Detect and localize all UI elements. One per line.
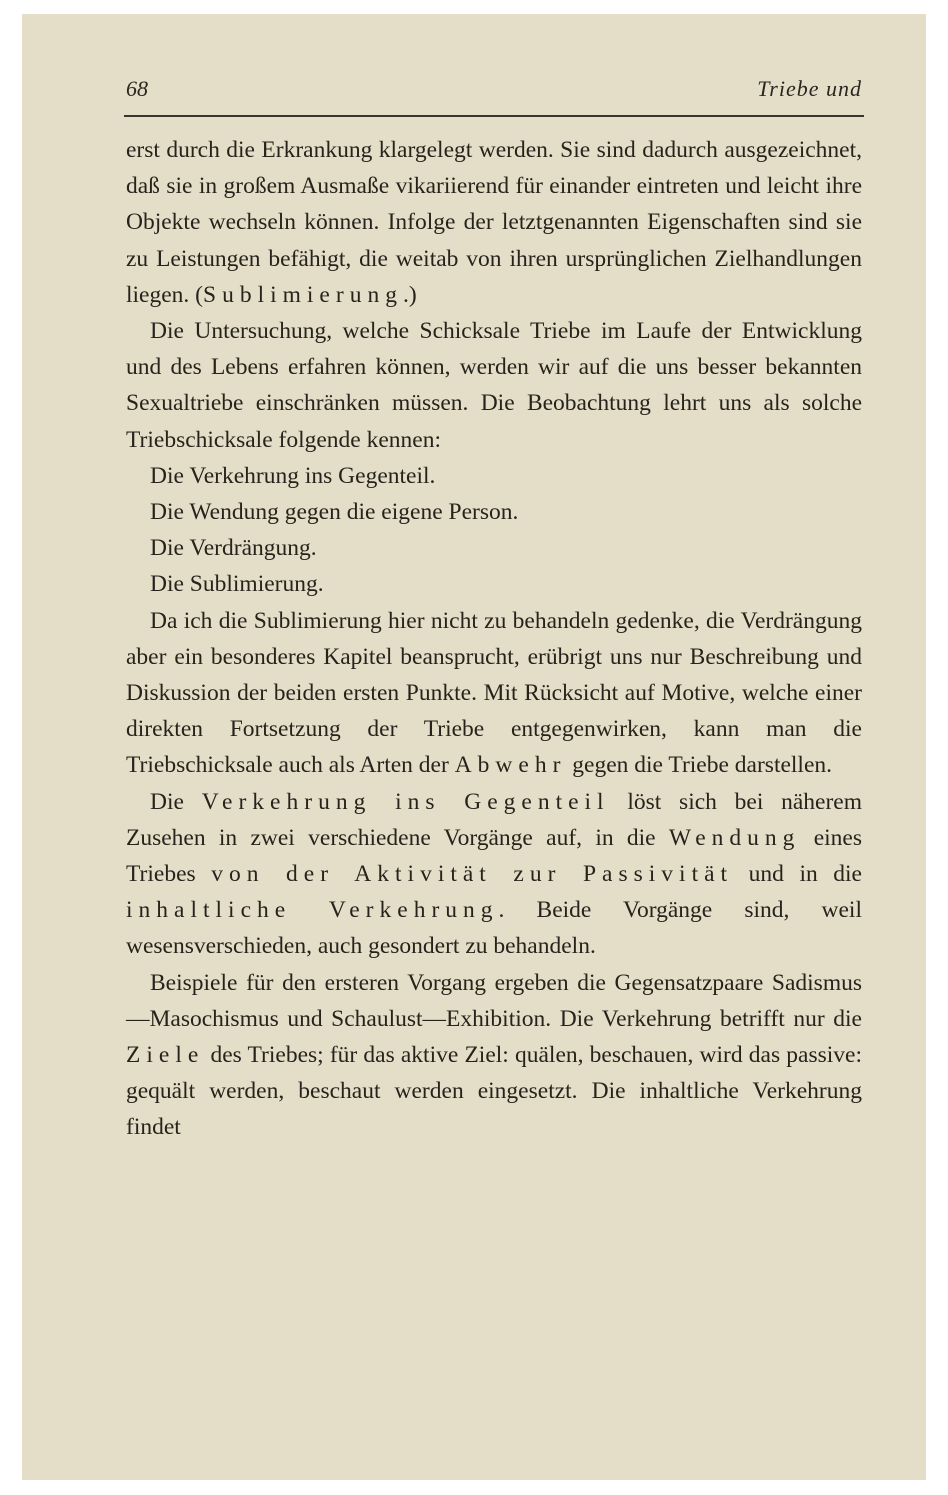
spaced-emphasis: von der Aktivität zur Passivität <box>211 861 734 888</box>
page-number: 68 <box>126 76 148 101</box>
paragraph <box>126 784 862 965</box>
paragraph <box>126 494 862 530</box>
text-run: Die Untersuchung, welche Schicksale Triebe im Laufe der Entwicklung und des Lebens erfahren können, werden wir auf die uns besser bekannten Sexualtriebe einschränken müssen. Die Beobachtung lehrt uns als solche Triebschicksale folgende kennen: <box>126 318 862 453</box>
spaced-emphasis: Sublimierung <box>203 281 403 308</box>
text-run: Da ich die Sublimierung hier nicht zu behandeln gedenke, die Verdrängung aber ein besonderes Kapitel beansprucht, erübrigt uns nur Beschreibung und Diskussion der beiden ersten Punkte. Mit Rücksicht auf Motive, welche einer direkten Fortsetzung der Triebe entgegenwirken, kann man die Triebschicksale auch als Arten der <box>126 607 862 779</box>
text-run: und in die <box>733 861 862 888</box>
text-run: Die <box>150 788 202 815</box>
paragraph <box>126 566 862 602</box>
text-run: eines Triebes <box>126 824 862 888</box>
text-run: .) <box>402 281 417 308</box>
text-run: des Triebes; für das aktive Ziel: quälen, beschauen, wird das passive: gequält werden, beschaut werden eingesetzt. Die inhaltliche Verkehrung findet <box>126 1042 862 1141</box>
header-rule <box>124 115 864 117</box>
paragraph <box>126 132 862 313</box>
text-run: Die Sublimierung. <box>150 571 324 598</box>
text-run: Beispiele für den ersteren Vorgang ergeben die Gegensatzpaare Sadismus—Masochismus und Schaulust—Exhibition. Die Verkehrung betrifft nur die <box>126 969 862 1032</box>
spaced-emphasis: Ziele <box>126 1042 205 1069</box>
paragraph <box>126 530 862 566</box>
page-header <box>126 72 862 108</box>
text-run: gegen die Triebe darstellen. <box>566 752 833 779</box>
text-run: . Beide Vorgänge sind, weil wesensverschieden, auch gesondert zu behandeln. <box>126 897 862 960</box>
spaced-emphasis: inhaltliche Verkehrung <box>126 897 499 924</box>
text-run: Die Wendung gegen die eigene Person. <box>150 499 519 526</box>
spaced-emphasis: Wendung <box>668 824 801 851</box>
paragraph <box>126 603 862 784</box>
spaced-emphasis: Verkehrung ins Gegenteil <box>201 788 610 815</box>
paragraph <box>126 458 862 494</box>
text-run: erst durch die Erkrankung klargelegt werden. Sie sind dadurch ausgezeichnet, daß sie in großem Ausmaße vikariierend für einander eintreten und leicht ihre Objekte wechseln können. Infolge der letztgenannten Eigenschaften sind sie zu Leistungen befähigt, die weitab von ihren ursprünglichen Zielhandlungen liegen. ( <box>126 137 862 308</box>
paragraph <box>126 965 862 1146</box>
text-run: Die Verkehrung ins Gegenteil. <box>150 462 436 489</box>
body-text <box>126 132 862 1146</box>
text-run: löst sich bei näherem Zusehen in zwei verschiedene Vorgänge auf, in die <box>126 788 862 851</box>
running-title: Triebe und <box>757 76 862 101</box>
spaced-emphasis: Abwehr <box>454 752 567 779</box>
text-run: Die Verdrängung. <box>150 535 317 562</box>
paragraph <box>126 313 862 458</box>
